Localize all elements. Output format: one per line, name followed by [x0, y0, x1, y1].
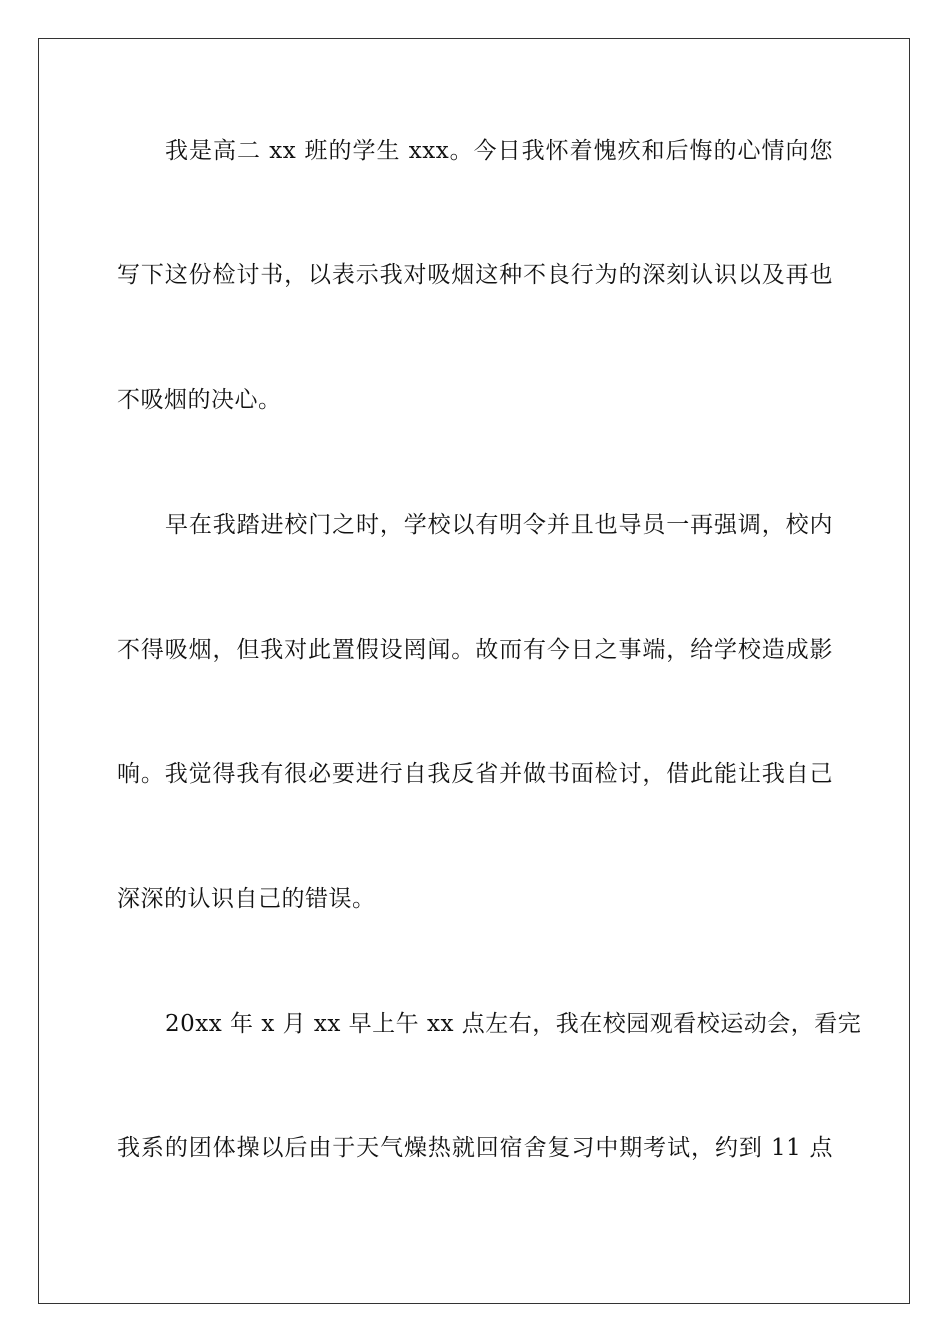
paragraph-2-line-4: 深深的认识自己的错误。: [117, 886, 376, 912]
paragraph-1-line-1: 我是高二 xx 班的学生 xxx。今日我怀着愧疚和后悔的心情向您: [165, 138, 833, 164]
paragraph-2-line-3: 响。我觉得我有很必要进行自我反省并做书面检讨，借此能让我自己: [117, 761, 833, 787]
paragraph-1-line-3: 不吸烟的决心。: [117, 387, 282, 413]
paragraph-3-line-2: 我系的团体操以后由于天气燥热就回宿舍复习中期考试，约到 11 点: [117, 1135, 833, 1161]
paragraph-3-line-1: 20xx 年 x 月 xx 早上午 xx 点左右，我在校园观看校运动会，看完: [165, 1011, 862, 1037]
paragraph-2-line-2: 不得吸烟，但我对此置假设罔闻。故而有今日之事端，给学校造成影: [117, 637, 833, 663]
paragraph-2-line-1: 早在我踏进校门之时，学校以有明令并且也导员一再强调，校内: [165, 512, 833, 538]
page-border: [38, 38, 910, 1304]
paragraph-1-line-2: 写下这份检讨书，以表示我对吸烟这种不良行为的深刻认识以及再也: [117, 262, 833, 288]
